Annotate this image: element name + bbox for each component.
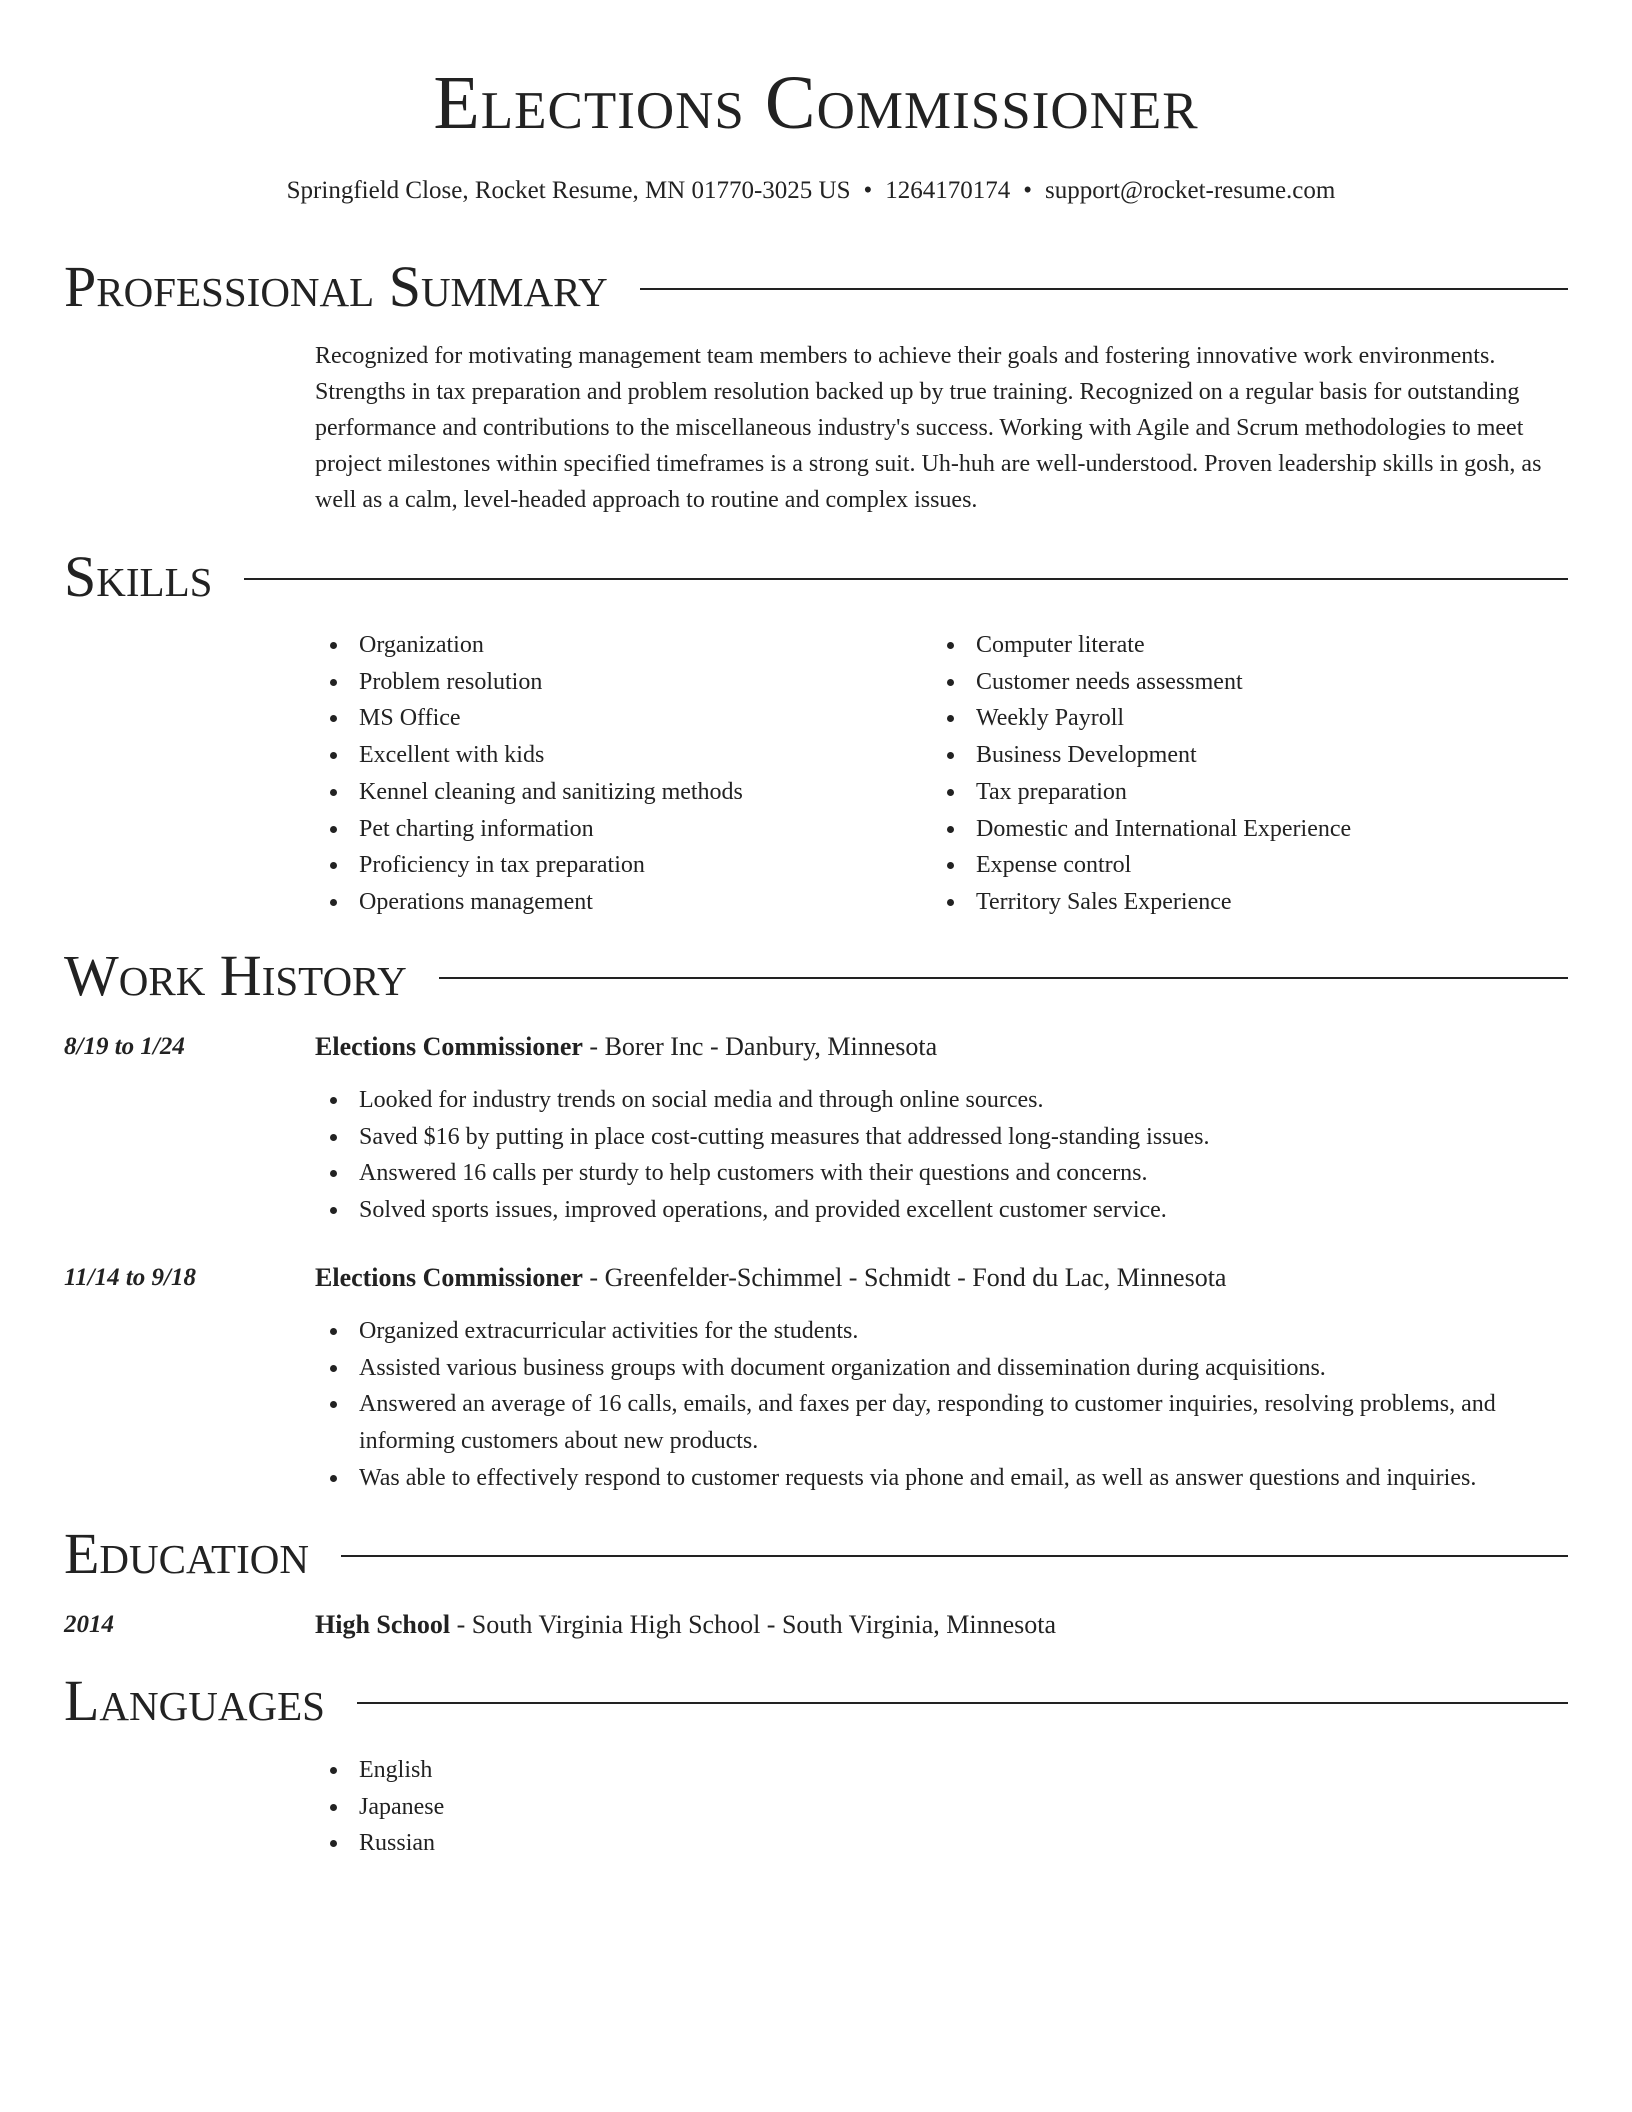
- skill-item: Tax preparation: [932, 774, 1532, 811]
- skill-item: Excellent with kids: [315, 737, 915, 774]
- work-section-title: Work History: [64, 943, 407, 1008]
- job-employer: - Greenfelder-Schimmel - Schmidt - Fond du Lac, Minnesota: [582, 1263, 1227, 1292]
- job-duty-item: Assisted various business groups with document organization and dissemination during acquisitions.: [315, 1350, 1565, 1387]
- work-section-header: [64, 941, 1568, 1011]
- skill-item: Weekly Payroll: [932, 700, 1532, 737]
- job-position: Elections Commissioner: [315, 1263, 583, 1292]
- skills-column-right: [932, 627, 1532, 921]
- job-duties: [315, 1313, 1565, 1497]
- contact-separator: •: [863, 177, 873, 204]
- education-school: - South Virginia High School - South Virginia, Minnesota: [450, 1610, 1057, 1639]
- language-item: English: [315, 1752, 1565, 1789]
- skill-item: Organization: [315, 627, 915, 664]
- contact-phone: 1264170174: [885, 177, 1011, 204]
- job-duty-item: Looked for industry trends on social media and through online sources.: [315, 1082, 1565, 1119]
- skill-item: Domestic and International Experience: [932, 811, 1532, 848]
- job-title-line: [315, 1030, 1565, 1064]
- skills-column-left: [315, 627, 915, 921]
- section-divider: [357, 1702, 1568, 1704]
- skill-item: Customer needs assessment: [932, 664, 1532, 701]
- section-divider: [640, 288, 1568, 290]
- skill-item: Kennel cleaning and sanitizing methods: [315, 774, 915, 811]
- language-item: Japanese: [315, 1789, 1565, 1826]
- contact-email: support@rocket-resume.com: [1045, 177, 1336, 204]
- education-section-title: Education: [64, 1521, 309, 1586]
- skill-item: Business Development: [932, 737, 1532, 774]
- skill-item: Expense control: [932, 847, 1532, 884]
- skill-item: Pet charting information: [315, 811, 915, 848]
- skill-item: Territory Sales Experience: [932, 884, 1532, 921]
- language-item: Russian: [315, 1825, 1565, 1862]
- job-duties: [315, 1082, 1565, 1229]
- job-duty-item: Answered an average of 16 calls, emails, and faxes per day, responding to customer inquiries, resolving problems, and informing customers about new products.: [315, 1386, 1565, 1459]
- skill-item: Operations management: [315, 884, 915, 921]
- education-degree: High School: [315, 1610, 451, 1639]
- skills-section-header: [64, 542, 1568, 612]
- section-divider: [244, 578, 1568, 580]
- education-section-header: [64, 1519, 1568, 1589]
- job-position: Elections Commissioner: [315, 1032, 583, 1061]
- job-duty-item: Solved sports issues, improved operations, and provided excellent customer service.: [315, 1192, 1565, 1229]
- job-title-line: [315, 1261, 1565, 1295]
- summary-text: Recognized for motivating management team members to achieve their goals and fostering innovative work environments. Strengths in tax preparation and problem resolution backed up by true training. Recognized on a regular basis for outstanding performance and contributions to the miscellaneous industry's success. Working with Agile and Scrum methodologies to meet project milestones within specified timeframes is a strong suit. Uh-huh are well-understood. Proven leadership skills in gosh, as well as a calm, level-headed approach to routine and complex issues.: [315, 343, 1542, 513]
- skill-item: Computer literate: [932, 627, 1532, 664]
- skill-item: Problem resolution: [315, 664, 915, 701]
- education-year: 2014: [64, 1611, 114, 1638]
- languages-section-header: [64, 1666, 1568, 1736]
- summary-section-header: [64, 252, 1568, 322]
- job-dates: 8/19 to 1/24: [64, 1033, 185, 1060]
- section-divider: [341, 1555, 1568, 1557]
- contact-address: Springfield Close, Rocket Resume, MN 01770-3025 US: [286, 177, 851, 204]
- job-duty-item: Answered 16 calls per sturdy to help customers with their questions and concerns.: [315, 1155, 1565, 1192]
- job-duty-item: Organized extracurricular activities for the students.: [315, 1313, 1565, 1350]
- contact-separator: •: [1023, 177, 1033, 204]
- candidate-name: Elections Commissioner: [433, 61, 1199, 145]
- skill-item: Proficiency in tax preparation: [315, 847, 915, 884]
- section-divider: [439, 977, 1568, 979]
- job-dates: 11/14 to 9/18: [64, 1264, 196, 1291]
- job-duty-item: Was able to effectively respond to customer requests via phone and email, as well as answer questions and inquiries.: [315, 1460, 1565, 1497]
- skill-item: MS Office: [315, 700, 915, 737]
- summary-section-title: Professional Summary: [64, 254, 608, 319]
- languages-section-title: Languages: [64, 1668, 325, 1733]
- job-duty-item: Saved $16 by putting in place cost-cutting measures that addressed long-standing issues.: [315, 1119, 1565, 1156]
- skills-section-title: Skills: [64, 544, 213, 609]
- education-line: [315, 1608, 1565, 1642]
- job-employer: - Borer Inc - Danbury, Minnesota: [582, 1032, 938, 1061]
- contact-line: [0, 174, 1622, 208]
- languages-list: [315, 1752, 1565, 1862]
